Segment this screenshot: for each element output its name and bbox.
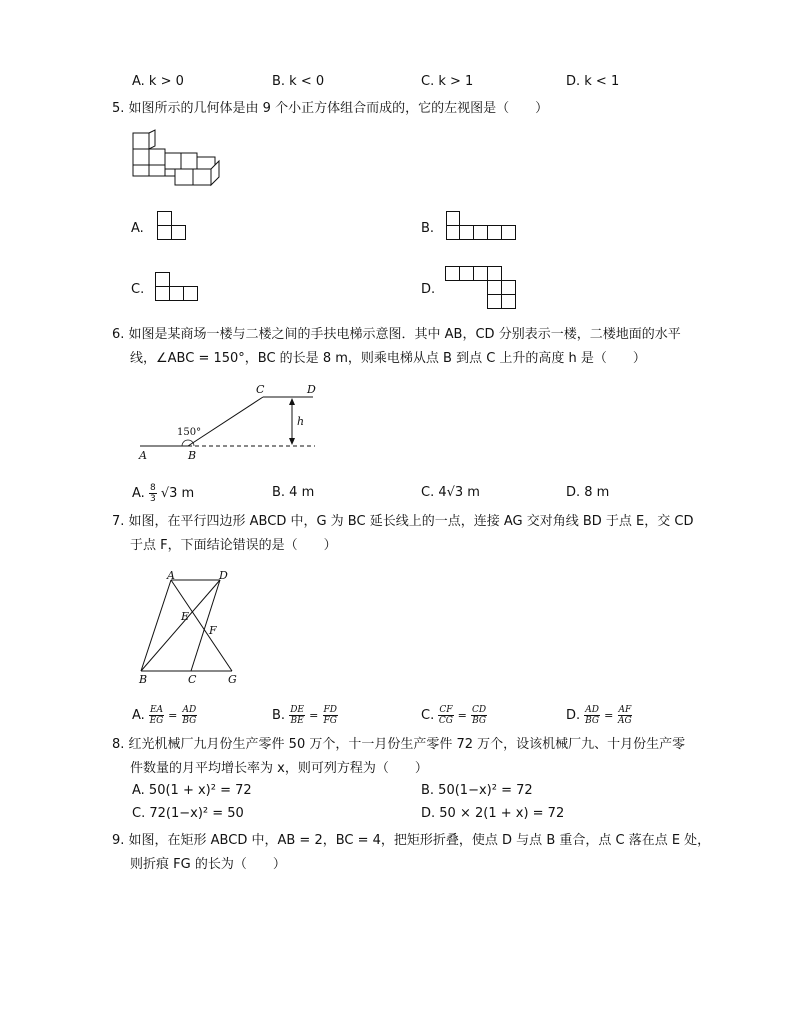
q7-a-left-den: EG — [149, 716, 164, 726]
q8-option-c: C. 72(1−x)² = 50 — [132, 806, 244, 821]
q8-stem-line2: 件数量的月平均增长率为 x，则可列方程为（ ） — [130, 761, 428, 776]
q7-b-left-num: DE — [290, 705, 304, 715]
q6-label-d: D — [307, 383, 316, 396]
q7-option-c-label: C. — [421, 708, 435, 723]
q7-d-left-num: AD — [585, 705, 600, 715]
q7-c-right-num: CD — [472, 705, 487, 715]
q5-label-a: A. — [131, 221, 144, 236]
q7-label-f: F — [209, 624, 217, 637]
q7-c-right-den: BG — [472, 716, 487, 726]
q7-parallelogram-figure — [135, 570, 245, 685]
q5-view-b — [446, 211, 518, 241]
q7-option-c: C. $\frac{CF}{CG}$ = $\frac{CD}{BG}$ — [421, 705, 487, 726]
q6-option-a-fraction — [149, 483, 157, 504]
q5-view-d — [445, 266, 519, 312]
q6-option-a-den: 3 — [149, 494, 156, 504]
q7-label-c: C — [188, 673, 197, 686]
q7-c-left-den: CG — [438, 716, 453, 726]
q4-option-c: C. k > 1 — [421, 74, 474, 89]
q4-option-d: D. k < 1 — [566, 74, 620, 89]
q6-option-a-rest: √3 m — [160, 486, 195, 501]
q7-a-right-den: BG — [182, 716, 197, 726]
q7-a-left-num: EA — [149, 705, 164, 715]
q8-option-a: A. 50(1 + x)² = 72 — [132, 783, 252, 798]
q7-d-right-num: AF — [618, 705, 632, 715]
q7-d-left-den: BG — [585, 716, 600, 726]
q7-option-a-label: A. — [132, 708, 145, 723]
q6-angle-label: 150° — [177, 427, 202, 438]
q6-option-a — [132, 483, 194, 504]
q5-label-b: B. — [421, 221, 435, 236]
q6-label-a: A — [139, 449, 147, 462]
q6-option-a-label: A. — [132, 486, 145, 501]
q7-b-right-num: FD — [323, 705, 337, 715]
q4-option-a: A. k > 0 — [132, 74, 184, 89]
q7-option-d: D. $\frac{AD}{BG}$ = $\frac{AF}{AG}$ — [566, 705, 632, 726]
q7-d-right-den: AG — [618, 716, 632, 726]
q5-label-d: D. — [421, 282, 436, 297]
q7-stem-line1: 7. 如图，在平行四边形 ABCD 中，G 为 BC 延长线上的一点，连接 AG 交对角线 BD 于点 E，交 CD — [112, 514, 694, 529]
q7-c-left-num: CF — [439, 705, 453, 715]
q7-option-a: A. $\frac{EA}{EG}$ = $\frac{AD}{BG}$ — [132, 705, 197, 726]
q8-option-d: D. 50 × 2(1 + x) = 72 — [421, 806, 565, 821]
q6-option-d: D. 8 m — [566, 485, 610, 500]
q5-view-a — [157, 211, 187, 241]
q6-escalator-figure — [135, 383, 335, 463]
q5-label-c: C. — [131, 282, 145, 297]
q8-stem-line1: 8. 红光机械厂九月份生产零件 50 万个，十一月份生产零件 72 万个，设该机械厂九、十月份生产零 — [112, 737, 686, 752]
q6-label-b: B — [188, 449, 197, 462]
q9-stem-line2: 则折痕 FG 的长为（ ） — [130, 857, 286, 872]
q6-stem-line2: 线，∠ABC = 150°，BC 的长是 8 m，则乘电梯从点 B 到点 C 上升的高度 h 是（ ） — [130, 351, 646, 366]
q7-label-g: G — [228, 673, 237, 686]
q7-stem-line2: 于点 F，下面结论错误的是（ ） — [130, 538, 337, 553]
q5-solid-figure — [130, 130, 225, 190]
q6-option-c: C. 4√3 m — [421, 485, 480, 500]
q7-a-right-num: AD — [182, 705, 197, 715]
q7-option-b-label: B. — [272, 708, 286, 723]
q5-view-c — [155, 272, 201, 302]
q6-option-a-num: 8 — [149, 483, 156, 493]
q7-b-right-den: FG — [323, 716, 337, 726]
q7-label-e: E — [181, 610, 190, 623]
q6-option-b: B. 4 m — [272, 485, 315, 500]
q5-stem: 5. 如图所示的几何体是由 9 个小正方体组合而成的，它的左视图是（ ） — [112, 101, 549, 116]
q7-label-b: B — [139, 673, 148, 686]
q7-option-b: B. $\frac{DE}{BE}$ = $\frac{FD}{FG}$ — [272, 705, 337, 726]
q7-b-left-den: BE — [290, 716, 304, 726]
q6-label-c: C — [256, 383, 265, 396]
q7-option-d-label: D. — [566, 708, 581, 723]
q7-label-a: A — [167, 569, 175, 582]
q7-label-d: D — [219, 569, 228, 582]
q6-stem-line1: 6. 如图是某商场一楼与二楼之间的手扶电梯示意图．其中 AB，CD 分别表示一楼，二楼地面的水平 — [112, 327, 681, 342]
q9-stem-line1: 9. 如图，在矩形 ABCD 中，AB = 2，BC = 4，把矩形折叠，使点 D 与点 B 重合，点 C 落在点 E 处， — [112, 833, 711, 848]
q8-option-b: B. 50(1−x)² = 72 — [421, 783, 533, 798]
q4-option-b: B. k < 0 — [272, 74, 325, 89]
q6-label-h: h — [297, 415, 305, 428]
